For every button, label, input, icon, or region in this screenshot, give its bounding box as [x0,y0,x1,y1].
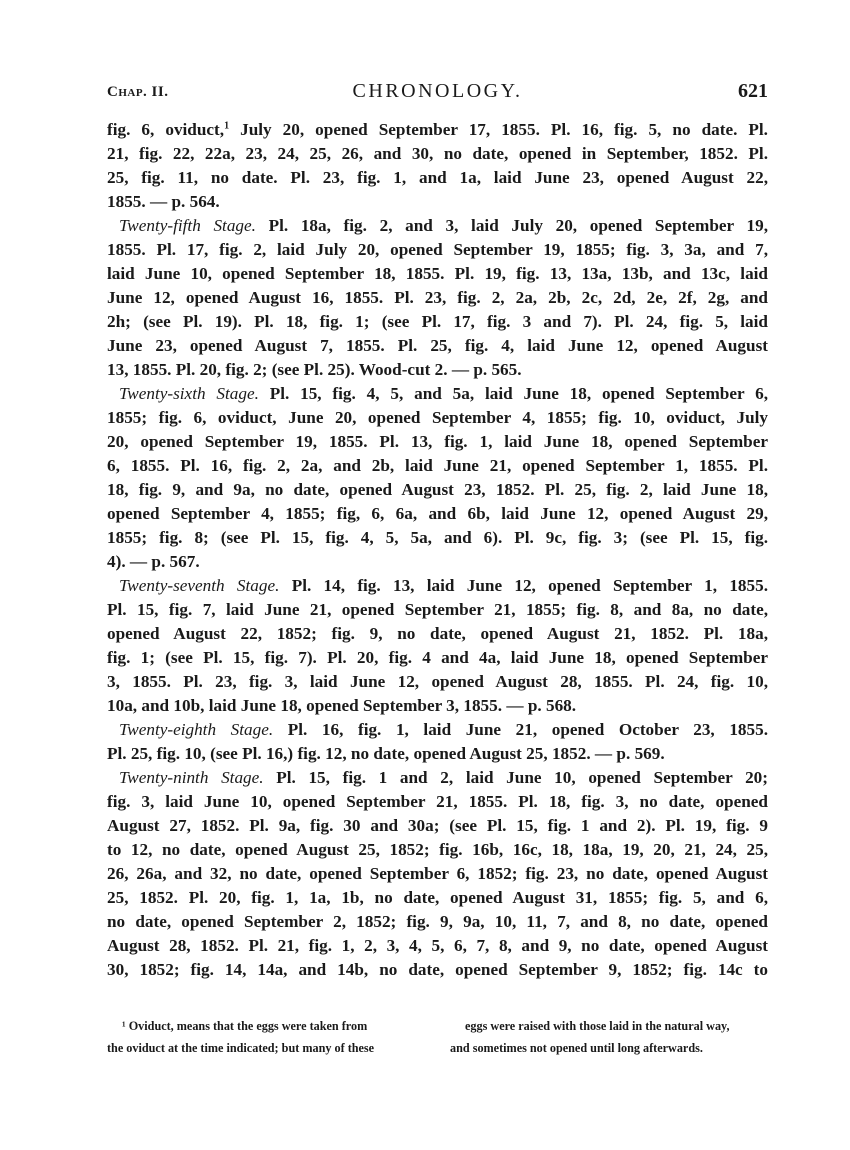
line-text: 6, 1855. Pl. 16, fig. 2, 2a, and 2b, laid June 21, opened September 1, 1855. Pl. [107,456,768,475]
line-text: Pl. 18a, fig. 2, and 3, laid July 20, opened September 19, [255,216,768,235]
stage-heading: Twenty-ninth Stage. [119,768,264,787]
line-text: 21, fig. 22, 22a, 23, 24, 25, 26, and 30, no date, opened in September, 1852. Pl. [107,144,768,163]
line-text: August 27, 1852. Pl. 9a, fig. 30 and 30a; (see Pl. 15, fig. 1 and 2). Pl. 19, fig. 9 [107,816,768,835]
text-line [107,430,768,454]
text-line [107,910,768,934]
chapter-label: Chap. II. [107,84,169,100]
line-text: Pl. 14, fig. 13, laid June 12, opened September 1, 1855. [279,576,768,595]
text-line [107,718,768,742]
text-line [107,862,768,886]
text-line [107,382,768,406]
line-text: 13, 1855. Pl. 20, fig. 2; (see Pl. 25). Wood-cut 2. — p. 565. [107,360,522,379]
footnote-column-right [450,1015,768,1059]
text-line [107,358,768,382]
text-line [107,502,768,526]
line-text: 3, 1855. Pl. 23, fig. 3, laid June 12, opened August 28, 1855. Pl. 24, fig. 10, [107,672,768,691]
text-line [107,190,768,214]
text-line [107,766,768,790]
text-line [107,838,768,862]
stage-heading: Twenty-seventh Stage. [119,576,280,595]
text-line [107,286,768,310]
text-line [107,118,768,142]
footnotes [107,1015,768,1059]
line-text: 25, 1852. Pl. 20, fig. 1, 1a, 1b, no date, opened August 31, 1855; fig. 5, and 6, [107,888,768,907]
text-line [107,478,768,502]
text-line [107,526,768,550]
line-text: 2h; (see Pl. 19). Pl. 18, fig. 1; (see Pl. 17, fig. 3 and 7). Pl. 24, fig. 5, laid [107,312,768,331]
line-text: 25, fig. 11, no date. Pl. 23, fig. 1, and 1a, laid June 23, opened August 22, [107,168,768,187]
footnote-line: ¹ Oviduct, means that the eggs were taken from [122,1019,368,1033]
line-text: Pl. 15, fig. 7, laid June 21, opened September 21, 1855; fig. 8, and 8a, no date, [107,600,768,619]
text-line [107,454,768,478]
footnote-line: and sometimes not opened until long afterwards. [450,1041,703,1055]
line-text: 4). — p. 567. [107,552,200,571]
text-line [107,406,768,430]
text-line [107,886,768,910]
footnote-line: the oviduct at the time indicated; but many of these [107,1041,375,1055]
text-line [107,262,768,286]
body-text [107,118,768,982]
line-text: to 12, no date, opened August 25, 1852; fig. 16b, 16c, 18, 18a, 19, 20, 21, 24, 25, [107,840,768,859]
line-text: 30, 1852; fig. 14, 14a, and 14b, no date, opened September 9, 1852; fig. 14c to [107,960,768,979]
running-header [107,80,768,106]
text-line [107,670,768,694]
text-line [107,742,768,766]
footnote-marker[interactable]: 1 [224,120,230,132]
text-line [107,334,768,358]
text-line [107,622,768,646]
text-line [107,238,768,262]
line-text: no date, opened September 2, 1852; fig. 9, 9a, 10, 11, 7, and 8, no date, opened [107,912,768,931]
line-text: 1855. — p. 564. [107,192,220,211]
text-line [107,694,768,718]
page-number: 621 [738,80,768,102]
stage-heading: Twenty-fifth Stage. [119,216,256,235]
text-line [107,958,768,982]
line-text: August 28, 1852. Pl. 21, fig. 1, 2, 3, 4, 5, 6, 7, 8, and 9, no date, opened August [107,936,768,955]
line-text: 1855; fig. 8; (see Pl. 15, fig. 4, 5, 5a, and 6). Pl. 9c, fig. 3; (see Pl. 15, fig. [107,528,768,547]
line-text: 1855; fig. 6, oviduct, June 20, opened September 4, 1855; fig. 10, oviduct, July [107,408,768,427]
line-text: 10a, and 10b, laid June 18, opened September 3, 1855. — p. 568. [107,696,577,715]
line-text: June 12, opened August 16, 1855. Pl. 23, fig. 2, 2a, 2b, 2c, 2d, 2e, 2f, 2g, and [107,288,768,307]
line-text: Pl. 15, fig. 1 and 2, laid June 10, opened September 20; [263,768,768,787]
line-text: July 20, opened September 17, 1855. Pl. 16, fig. 5, no date. Pl. [229,120,768,139]
text-line [107,550,768,574]
line-text: 20, opened September 19, 1855. Pl. 13, fig. 1, laid June 18, opened September [107,432,768,451]
text-line [107,214,768,238]
text-line [107,646,768,670]
running-title: CHRONOLOGY. [352,80,523,102]
line-text: June 23, opened August 7, 1855. Pl. 25, fig. 4, laid June 12, opened August [107,336,768,355]
stage-heading: Twenty-eighth Stage. [119,720,274,739]
line-text: fig. 3, laid June 10, opened September 21, 1855. Pl. 18, fig. 3, no date, opened [107,792,768,811]
text-line [107,166,768,190]
line-text: opened August 22, 1852; fig. 9, no date, opened August 21, 1852. Pl. 18a, [107,624,768,643]
line-text: opened September 4, 1855; fig, 6, 6a, and 6b, laid June 12, opened August 29, [107,504,768,523]
line-text: fig. 6, oviduct, [107,120,225,139]
footnote-line: eggs were raised with those laid in the natural way, [465,1019,730,1033]
line-text: 18, fig. 9, and 9a, no date, opened August 23, 1852. Pl. 25, fig. 2, laid June 18, [107,480,768,499]
line-text: fig. 1; (see Pl. 15, fig. 7). Pl. 20, fig. 4 and 4a, laid June 18, opened September [107,648,768,667]
text-line [107,814,768,838]
text-line [107,310,768,334]
line-text: Pl. 16, fig. 1, laid June 21, opened October 23, 1855. [273,720,768,739]
line-text: laid June 10, opened September 18, 1855. Pl. 19, fig. 13, 13a, 13b, and 13c, laid [107,264,768,283]
text-line [107,142,768,166]
stage-heading: Twenty-sixth Stage. [119,384,259,403]
text-line [107,934,768,958]
text-line [107,790,768,814]
line-text: Pl. 15, fig. 4, 5, and 5a, laid June 18, opened September 6, [258,384,768,403]
text-line [107,574,768,598]
line-text: 26, 26a, and 32, no date, opened September 6, 1852; fig. 23, no date, opened August [107,864,768,883]
line-text: Pl. 25, fig. 10, (see Pl. 16,) fig. 12, no date, opened August 25, 1852. — p. 569. [107,744,665,763]
line-text: 1855. Pl. 17, fig. 2, laid July 20, opened September 19, 1855; fig. 3, 3a, and 7, [107,240,768,259]
text-line [107,598,768,622]
footnote-column-left [107,1015,425,1059]
